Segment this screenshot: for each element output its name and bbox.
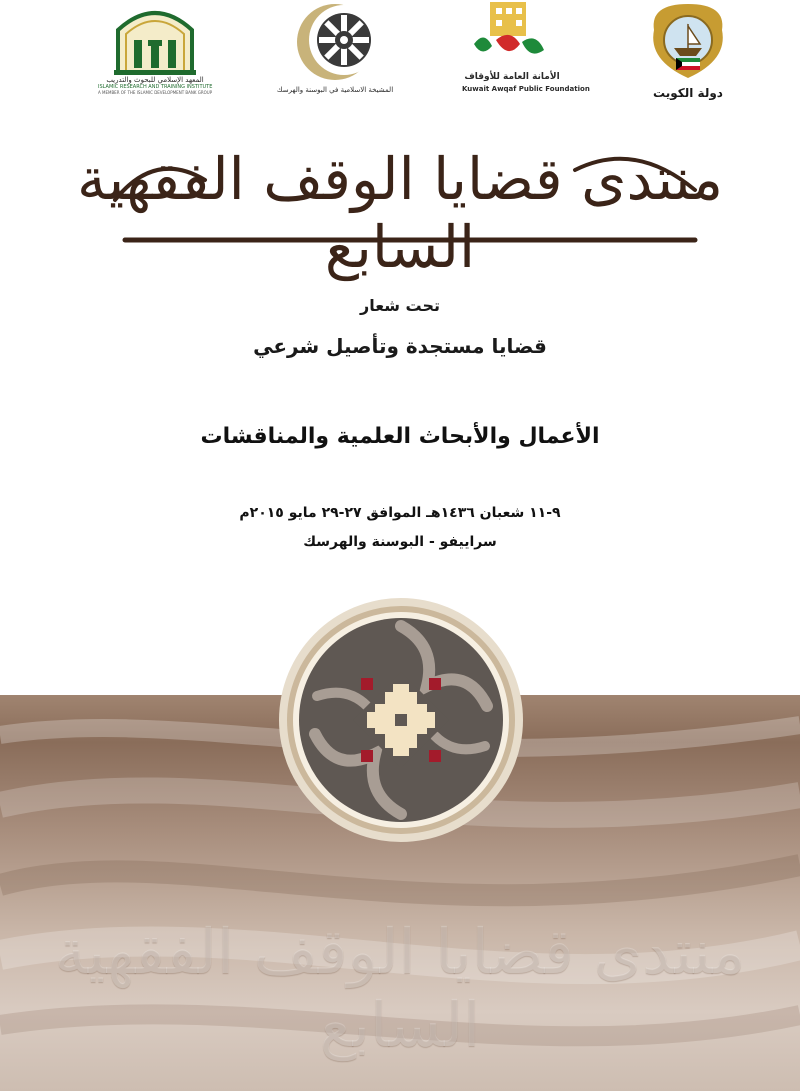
- irti-logo: [98, 0, 213, 95]
- awqaf-caption-ar: الأمانة العامة للأوقاف: [464, 72, 560, 82]
- bosnia-logo: [276, 0, 394, 95]
- irti-caption-ar: المعهد الإسلامي للبحوث والتدريب: [106, 76, 204, 84]
- kuwait-caption-ar: دولة الكويت: [653, 86, 723, 100]
- irti-emblem-icon: [100, 0, 210, 78]
- awqaf-logo: [462, 0, 590, 105]
- awqaf-emblem-icon: [462, 0, 562, 72]
- irti-caption-en2: A MEMBER OF THE ISLAMIC DEVELOPMENT BANK GROUP: [98, 90, 213, 95]
- bosnia-caption-ar: المشيخة الاسلامية في البوسنة والهرسك: [276, 86, 394, 94]
- irti-caption-en: ISLAMIC RESEARCH AND TRAINING INSTITUTE: [98, 84, 213, 90]
- proceedings-subtitle: الأعمال والأبحاث العلمية والمناقشات: [200, 424, 600, 449]
- title-watermark: منتدى قضايا الوقف الفقهية السابع: [54, 915, 746, 1061]
- awqaf-caption-en: Kuwait Awqaf Public Foundation: [462, 85, 590, 93]
- event-dates: ٩-١١ شعبان ١٤٣٦هـ الموافق ٢٧-٢٩ مايو ٢٠١٥م: [239, 505, 561, 521]
- kuwait-logo: [640, 0, 736, 105]
- kuwait-emblem-icon: [640, 0, 736, 82]
- forum-title-calligraphy: منتدى قضايا الوقف الفقهية السابع: [76, 145, 724, 281]
- crescent-star-icon: [280, 0, 390, 84]
- slogan: قضايا مستجدة وتأصيل شرعي: [253, 334, 547, 358]
- event-location: سراييفو - البوسنة والهرسك: [303, 534, 497, 550]
- forum-emblem-icon: [277, 596, 525, 844]
- slogan-intro: تحت شعار: [359, 296, 441, 315]
